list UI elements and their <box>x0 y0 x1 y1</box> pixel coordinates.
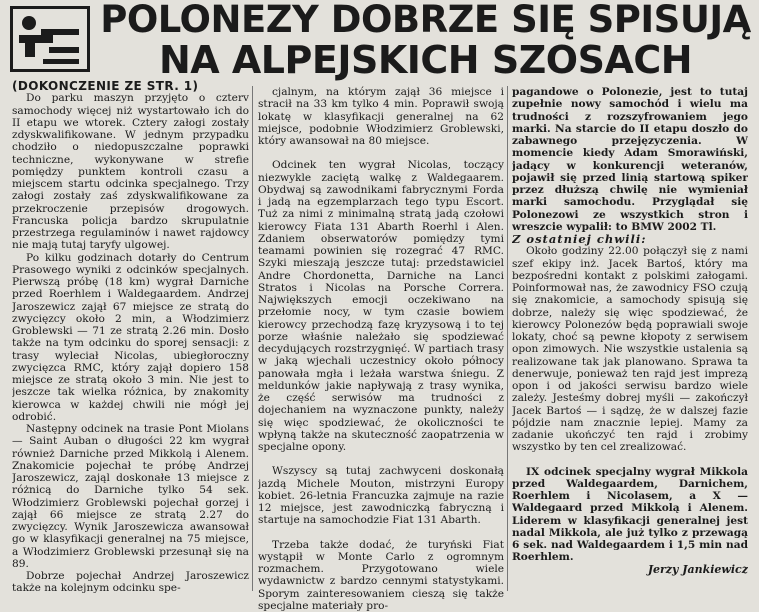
paragraph: Wszyscy są tutaj zachwyceni doskonałą jazdą Michele Mouton, mistrzyni Europy kobiet. 26-letnia Francuzka zajmuje na razie 12 miejsce, jest zawodniczką fabryczną i startuje na samochodzie Fiat 131 Abarth. <box>258 465 504 526</box>
headline-line-2: NA ALPEJSKICH SZOSACH <box>98 40 753 80</box>
paragraph: Odcinek ten wygrał Nicolas, toczący niezwykle zaciętą walkę z Waldegaarem. Obydwaj są zawodnikami fabrycznymi Forda i jadą na egzemplarzach tego typu Escort. Tuż za nimi z minimalną stratą jadą czołowi kierowcy Fiata 131 Abarth Roerhl i Alen. Zdaniem obserwatorów pomiędzy tymi teamami powinien się rozegrać 47 RMC. Szyki mieszają jeszcze tutaj: przedstawiciel Andre Chordonetta, Darniche na Lanci Stratos i Nicolas na Porsche Correra. Największych emocji oczekiwano na przełomie nocy, w tym czasie bowiem kierowcy przechodzą fazę kryzysową i to tej porze właśnie należało się spodziewać decydujących rozstrzygnięć. W partiach trasy w jaką wjechali uczestnicy około północy panowała mgła i leżała warstwa śniegu. Z meldunków jakie napływają z trasy wynika, że część serwisów ma trudności z dojechaniem na wyznaczone punkty, należy się więc spodziewać, że okoliczności te wpłyną także na skuteczność zaopatrzenia w specjalne opony. <box>258 159 504 453</box>
continuation-note: (DOKOŃCZENIE ZE STR. 1) <box>12 80 249 92</box>
paragraph: IX odcinek specjalny wygrał Mikkola przed Waldegaardem, Darnichem, Roerhlem i Nicolasem, a X — Waldegaard przed Mikkolą i Alenem. Liderem w klasyfikacji generalnej jest nadal Mikkola, ale już tylko z przewagą 6 sek. nad Waldegaardem i 1,5 min nad Roerhlem. <box>512 466 748 564</box>
column-1 <box>12 80 249 595</box>
paragraph: Po kilku godzinach dotarły do Centrum Prasowego wyniki z odcinków specjalnych. Pierwszą próbę (18 km) wygrał Darniche przed Roerhlem i Waldegaardem. Andrzej Jaroszewicz zajął 67 miejsce ze stratą do zwycięzcy około 2 min, a Włodzimierz Groblewski — 71 ze stratą 2.26 min. Dosło także na tym odcinku do sporej sensacji: z trasy wyleciał Nicolas, ubiegłoroczny zwycięzca RMC, który zajął dopiero 158 miejsce ze stratą około 3 min. Nie jest to jeszcze tak wielka różnica, by znakomity kierowca w każdej chwili nie mógł jej odrobić. <box>12 252 249 424</box>
paragraph: Trzeba także dodać, że turyński Fiat wystąpił w Monte Carlo z ogromnym rozmachem. Przygotowano wiele wydawnictw z bardzo cennymi statystykami. Sporym zainteresowaniem cieszą się także specjalne materiały pro- <box>258 539 504 612</box>
paragraph: Następny odcinek na trasie Pont Miolans — Saint Auban o długości 22 km wygrał również Darniche przed Mikkolą i Alenem. Znakomicie pojechał te próbę Andrzej Jaroszewicz, zająl doskonałe 13 miejsce z różnicą do Darniche tylko 54 sek. Włodzimierz Groblewski pojechał gorzej i zajął 66 miejsce ze stratą 2.27 do zwycięzcy. Wynik Jaroszewicza awansował go w klasyfikacji generalnej na 75 miejsce, a Włodzimierz Groblewski przesunął się na 89. <box>12 423 249 570</box>
column-divider <box>507 86 508 591</box>
rally-driver-icon <box>13 9 87 69</box>
paragraph: Do parku maszyn przyjęto o czterv samochody więcej niż wystartowało ich do II etapu we wtorek. Cztery załogi zostały zdyskwalifikowane. W jednym przypadku chodziło o niedopuszczalne poprawki techniczne, wykonywane w strefie pomiędzy punktem kontroli czasu a miejscem startu odcinka specjalnego. Trzy załogi zostały zaś zdyskwalifikowane za przekroczenie przepisów drogowych. Francuska policja bardzo skrupulatnie przestrzega regulaminów i nawet rajdowcy nie mają tutaj taryfy ulgowej. <box>12 92 249 251</box>
paragraph: Około godziny 22.00 połączył się z nami szef ekipy inż. Jacek Bartoś, który ma bezpośredni kontakt z polskimi załogami. Poinformował nas, że zawodnicy FSO czują się znakomicie, a samochody spisują się dobrze, należy się więc spodziewać, że kierowcy Polonezów będą poprawiali swoje lokaty, choć są pewne kłopoty z serwisem opon zimowych. Nie wszystkie ustalenia są realizowane tak jak planowano. Sprawa ta denerwuje, ponieważ ten rajd jest imprezą opon i od jakości serwisu bardzo wiele zależy. Jesteśmy dobrej myśli — zakończył Jacek Bartoś — i sądzę, że w dalszej fazie pójdzie nam znacznie lepiej. Mamy za zadanie ukończyć ten rajd i zrobimy wszystko by ten cel zrealizować. <box>512 245 748 453</box>
headline <box>98 0 753 80</box>
column-divider <box>252 86 253 591</box>
paragraph: cjalnym, na którym zajął 36 miejsce i stracił na 33 km tylko 4 min. Poprawił swoją lokatę w klasyfikacji generalnej na 62 miejsce, podobnie Włodzimierz Groblewski, który awansował na 80 miejsce. <box>258 86 504 147</box>
author-byline: Jerzy Jankiewicz <box>512 564 748 576</box>
paragraph: Dobrze pojechał Andrzej Jaroszewicz także na kolejnym odcinku spe- <box>12 570 249 595</box>
column-2 <box>258 86 504 612</box>
headline-line-1: POLONEZY DOBRZE SIĘ SPISUJĄ <box>98 0 753 40</box>
subheading: Z ostatniej chwili: <box>512 233 748 245</box>
column-3 <box>512 86 748 576</box>
section-logo <box>10 6 90 72</box>
paragraph: pagandowe o Polonezie, jest to tutaj zupełnie nowy samochód i wielu ma trudności z rozszyfrowaniem jego marki. Na starcie do II etapu doszło do zabawnego przejęzyczenia. W momencie kiedy Adam Smorawiński, jadący w konkurencji weteranów, pojawił się przed linią startową spiker przez dłuższą chwilę nie wymieniał marki samochodu. Przyglądał się Polonezowi ze wszystkich stron i wreszcie wypalił: to BMW 2002 Tl. <box>512 86 748 233</box>
